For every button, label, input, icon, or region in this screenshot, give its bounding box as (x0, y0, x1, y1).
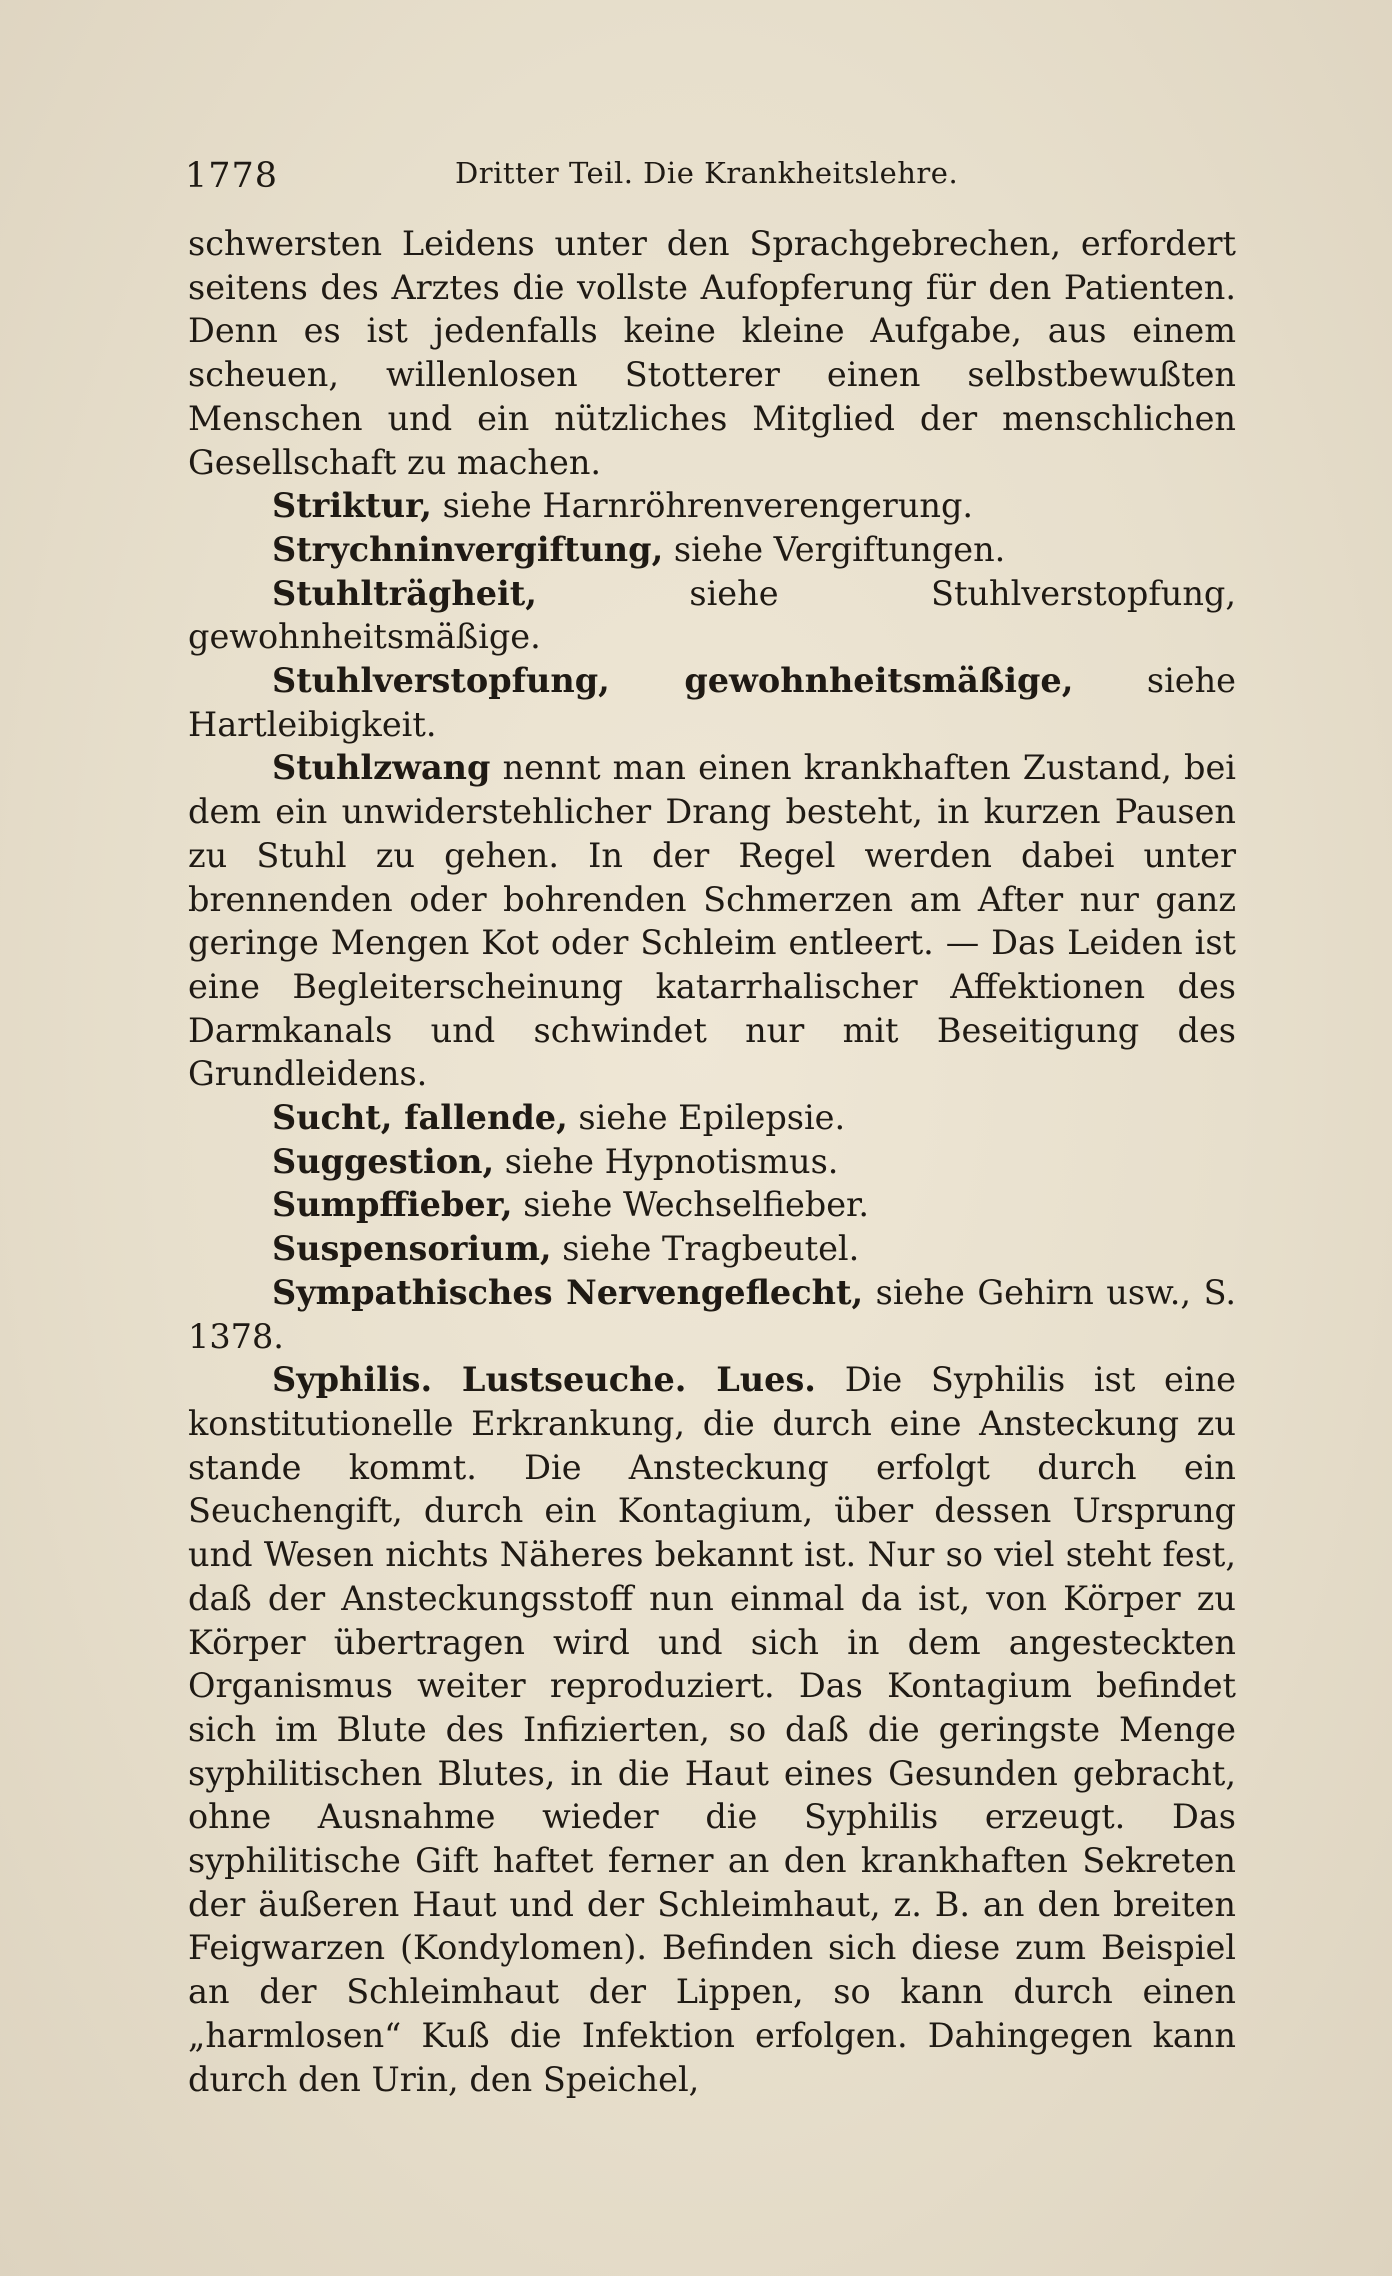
entry-suggestion (188, 1140, 1236, 1184)
entry-text: siehe Harnröhrenverengerung. (431, 486, 974, 526)
page-header (185, 150, 1245, 200)
entry-striktur (188, 484, 1236, 528)
entry-stuhltraegheit (188, 572, 1236, 659)
entry-headword: Syphilis. Lustseuche. Lues. (272, 1360, 816, 1400)
entry-text: nennt man einen krankhaften Zustand, bei dem ein unwiderstehlicher Drang besteht, in kurzen Pausen zu Stuhl zu gehen. In der Regel werden dabei unter brennenden oder bohrenden Schmerzen am After nur ganz geringe Mengen Kot oder Schleim entleert. — Das Leiden ist eine Begleiterscheinung katarrhalischer Affektionen des Darmkanals und schwindet nur mit Beseitigung des Grundleidens. (188, 748, 1236, 1094)
entry-text: siehe Epilepsie. (567, 1098, 846, 1138)
paragraph-continuation (188, 222, 1236, 484)
entry-text: Die Syphilis ist eine konstitutionelle Erkrankung, die durch eine Ansteckung zu stande kommt. Die Ansteckung erfolgt durch ein Seuchengift, durch ein Kontagium, über dessen Ursprung und Wesen nichts Näheres bekannt ist. Nur so viel steht fest, daß der Ansteckungsstoff nun einmal da ist, von Körper zu Körper übertragen wird und sich in dem angesteckten Organismus weiter reproduziert. Das Kontagium befindet sich im Blute des Infizierten, so daß die geringste Menge syphilitischen Blutes, in die Haut eines Gesunden gebracht, ohne Ausnahme wieder die Syphilis erzeugt. Das syphilitische Gift haftet ferner an den krankhaften Sekreten der äußeren Haut und der Schleimhaut, z. B. an den breiten Feigwarzen (Kondylomen). Befinden sich diese zum Beispiel an der Schleimhaut der Lippen, so kann durch einen „harmlosen“ Kuß die Infektion erfolgen. Dahingegen kann durch den Urin, den Speichel, (188, 1360, 1236, 2099)
entry-stuhlzwang (188, 746, 1236, 1096)
entry-text: siehe Hartleibigkeit. (188, 661, 1237, 744)
entry-stuhlverstopfung (188, 659, 1236, 746)
entry-sympathisches-nervengeflecht (188, 1271, 1236, 1358)
running-head: Dritter Teil. Die Krankheitslehre. (455, 156, 959, 190)
entry-text: siehe Wechselfieber. (512, 1185, 870, 1225)
entry-headword: Sympathisches Nervengeflecht, (272, 1272, 864, 1312)
entry-sucht-fallende (188, 1096, 1236, 1140)
entry-text: siehe Gehirn usw., S. 1378. (188, 1272, 1236, 1356)
entry-headword: Stuhlverstopfung, gewohnheitsmäßige, (272, 661, 1074, 701)
entry-text: siehe Hypnotismus. (494, 1141, 839, 1181)
entry-headword: Suggestion, (272, 1141, 495, 1181)
entry-syphilis (188, 1358, 1236, 2101)
entry-text: siehe Vergiftungen. (663, 529, 1006, 569)
entry-strychninvergiftung (188, 528, 1236, 572)
paragraph-text: schwersten Leidens unter den Sprachgebrechen, erfordert seitens des Arztes die vollste Aufopferung für den Patienten. Denn es ist jedenfalls keine kleine Aufgabe, aus einem scheuen, willenlosen Stotterer einen selbstbewußten Menschen und ein nützliches Mitglied der menschlichen Gesellschaft zu machen. (188, 224, 1236, 482)
page-number: 1778 (185, 156, 279, 196)
entry-headword: Sucht, fallende, (272, 1098, 568, 1138)
entry-text: siehe Stuhlverstopfung, gewohnheitsmäßige. (188, 573, 1236, 657)
entry-headword: Stuhlträgheit, (272, 573, 537, 613)
entry-headword: Strychninvergiftung, (272, 529, 664, 569)
entry-sumpffieber (188, 1183, 1236, 1227)
entry-headword: Suspensorium, (272, 1229, 552, 1269)
page-body (188, 222, 1236, 2101)
entry-headword: Stuhlzwang (272, 748, 491, 788)
entry-text: siehe Tragbeutel. (551, 1229, 860, 1269)
entry-suspensorium (188, 1227, 1236, 1271)
entry-headword: Striktur, (272, 486, 432, 526)
entry-headword: Sumpffieber, (272, 1185, 513, 1225)
